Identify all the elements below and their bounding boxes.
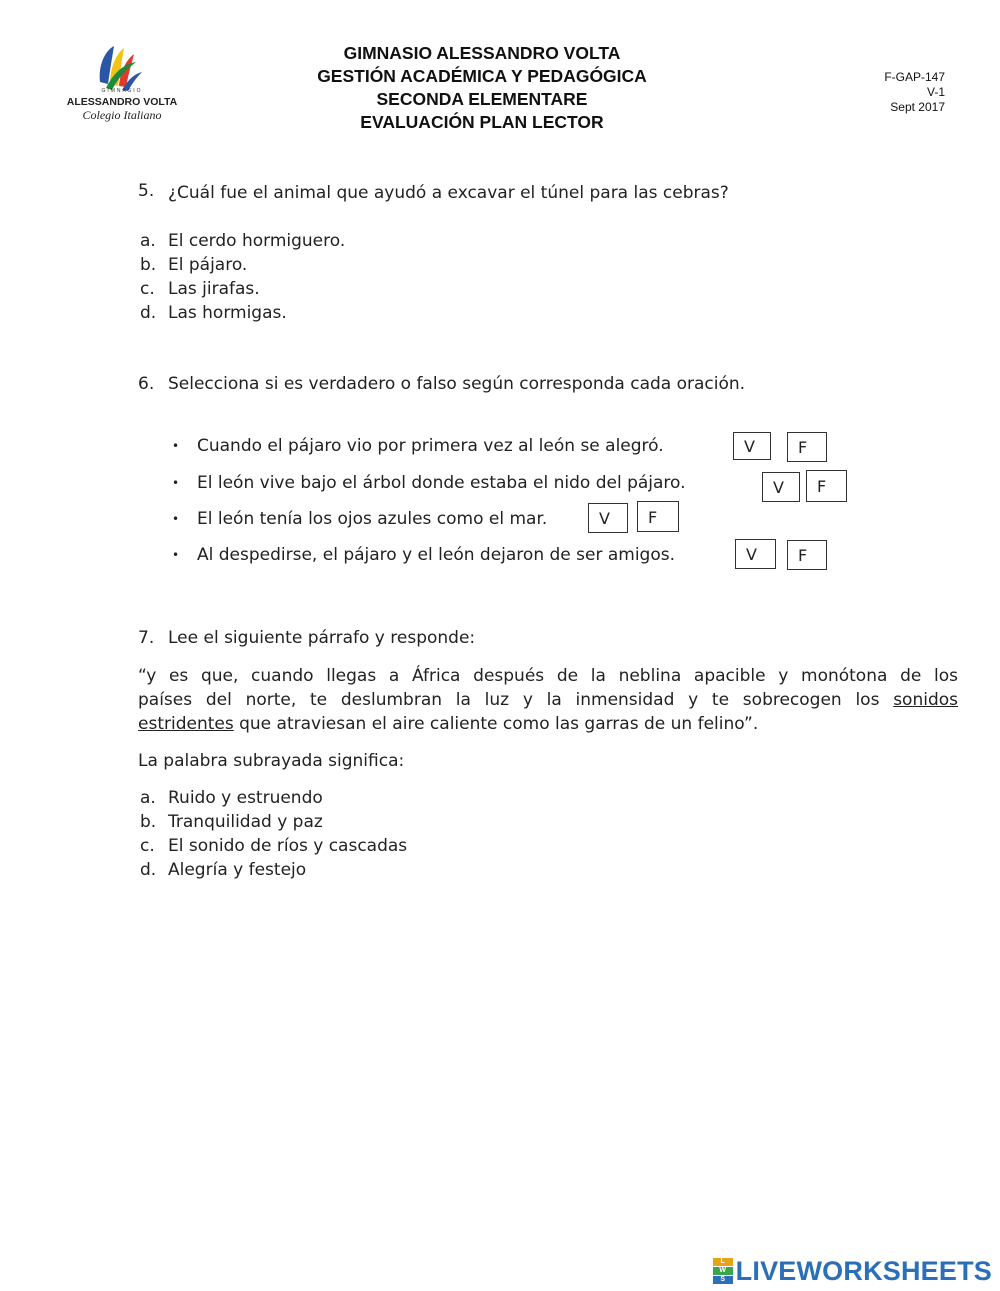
header-grade: SECONDA ELEMENTARE [376,89,588,109]
header-department: GESTIÓN ACADÉMICA Y PEDAGÓGICA [317,66,647,86]
q6-item-3-true-box[interactable]: V [588,503,628,533]
q7-option-d[interactable]: Alegría y festejo [168,860,307,880]
q7-option-d-letter: d. [140,860,157,880]
q7-option-c[interactable]: El sonido de ríos y cascadas [168,836,408,856]
header-evaluation: EVALUACIÓN PLAN LECTOR [360,112,604,132]
underlined-word-1: sonidos [893,690,958,710]
q5-option-d-letter: d. [140,303,157,323]
q5-option-a[interactable]: El cerdo hormiguero. [168,231,346,251]
logo-letter-l: L [713,1258,733,1266]
q6-item-4-false-box[interactable]: F [787,540,827,570]
bullet-icon: • [172,548,180,562]
doc-date: Sept 2017 [890,100,945,114]
q5-option-b[interactable]: El pájaro. [168,255,248,275]
q7-paragraph-line-2-text: países del norte, te deslumbran la luz y la inmensidad y te sobrecogen los [138,690,894,710]
logo-letter-w: W [713,1267,733,1275]
logo-name: ALESSANDRO VOLTA [66,96,178,108]
q7-paragraph-line-1: “y es que, cuando llegas a África después de la neblina apacible y monótona de los [138,666,958,686]
liveworksheets-text: LIVEWORKSHEETS [735,1255,992,1286]
q6-item-3-text: El león tenía los ojos azules como el mar. [197,509,548,529]
q7-option-c-letter: c. [140,836,155,856]
q6-item-1-text: Cuando el pájaro vio por primera vez al león se alegró. [197,436,664,456]
underlined-word-2: estridentes [138,714,234,734]
q5-option-b-letter: b. [140,255,157,275]
bullet-icon: • [172,439,180,453]
school-logo [62,42,182,134]
q6-item-3-false-box[interactable]: F [637,501,679,532]
q7-number: 7. [138,628,155,648]
q7-option-a-letter: a. [140,788,156,808]
doc-version: V-1 [926,85,945,99]
q6-item-4-true-box[interactable]: V [735,539,776,569]
q5-option-c[interactable]: Las jirafas. [168,279,260,299]
q7-option-b-letter: b. [140,812,157,832]
q6-item-1-true-box[interactable]: V [733,432,771,460]
q7-paragraph-line-2 [138,688,958,712]
q6-item-2-true-box[interactable]: V [762,472,800,502]
q7-prompt: La palabra subrayada significa: [138,751,405,771]
q6-item-1-false-box[interactable]: F [787,432,827,462]
q6-text: Selecciona si es verdadero o falso según corresponda cada oración. [168,374,746,394]
q5-option-a-letter: a. [140,231,156,251]
q6-number: 6. [138,374,155,394]
logo-subtitle: Colegio Italiano [82,108,162,122]
doc-code: F-GAP-147 [884,70,945,84]
header-title: GIMNASIO ALESSANDRO VOLTA [343,43,621,63]
q5-option-c-letter: c. [140,279,155,299]
liveworksheets-logo-icon [713,1258,733,1284]
logo-small-text: GIMNASIO [101,88,143,94]
q7-text: Lee el siguiente párrafo y responde: [168,628,476,648]
logo-letter-s: S [713,1276,733,1284]
bullet-icon: • [172,512,180,526]
q6-item-2-text: El león vive bajo el árbol donde estaba el nido del pájaro. [197,473,686,493]
q6-item-2-false-box[interactable]: F [806,470,847,502]
q7-paragraph-line-3-text: que atraviesan el aire caliente como las garras de un felino”. [233,714,759,734]
bullet-icon: • [172,476,180,490]
q5-option-d[interactable]: Las hormigas. [168,303,287,323]
liveworksheets-brand[interactable] [713,1256,992,1286]
q5-text: ¿Cuál fue el animal que ayudó a excavar el túnel para las cebras? [168,183,729,203]
q7-option-a[interactable]: Ruido y estruendo [168,788,323,808]
school-crest-icon [62,42,182,92]
q5-number: 5. [138,181,155,201]
q7-paragraph [138,664,958,736]
q7-option-b[interactable]: Tranquilidad y paz [168,812,323,832]
q6-item-4-text: Al despedirse, el pájaro y el león dejaron de ser amigos. [197,545,676,565]
q7-paragraph-line-3 [138,712,958,736]
